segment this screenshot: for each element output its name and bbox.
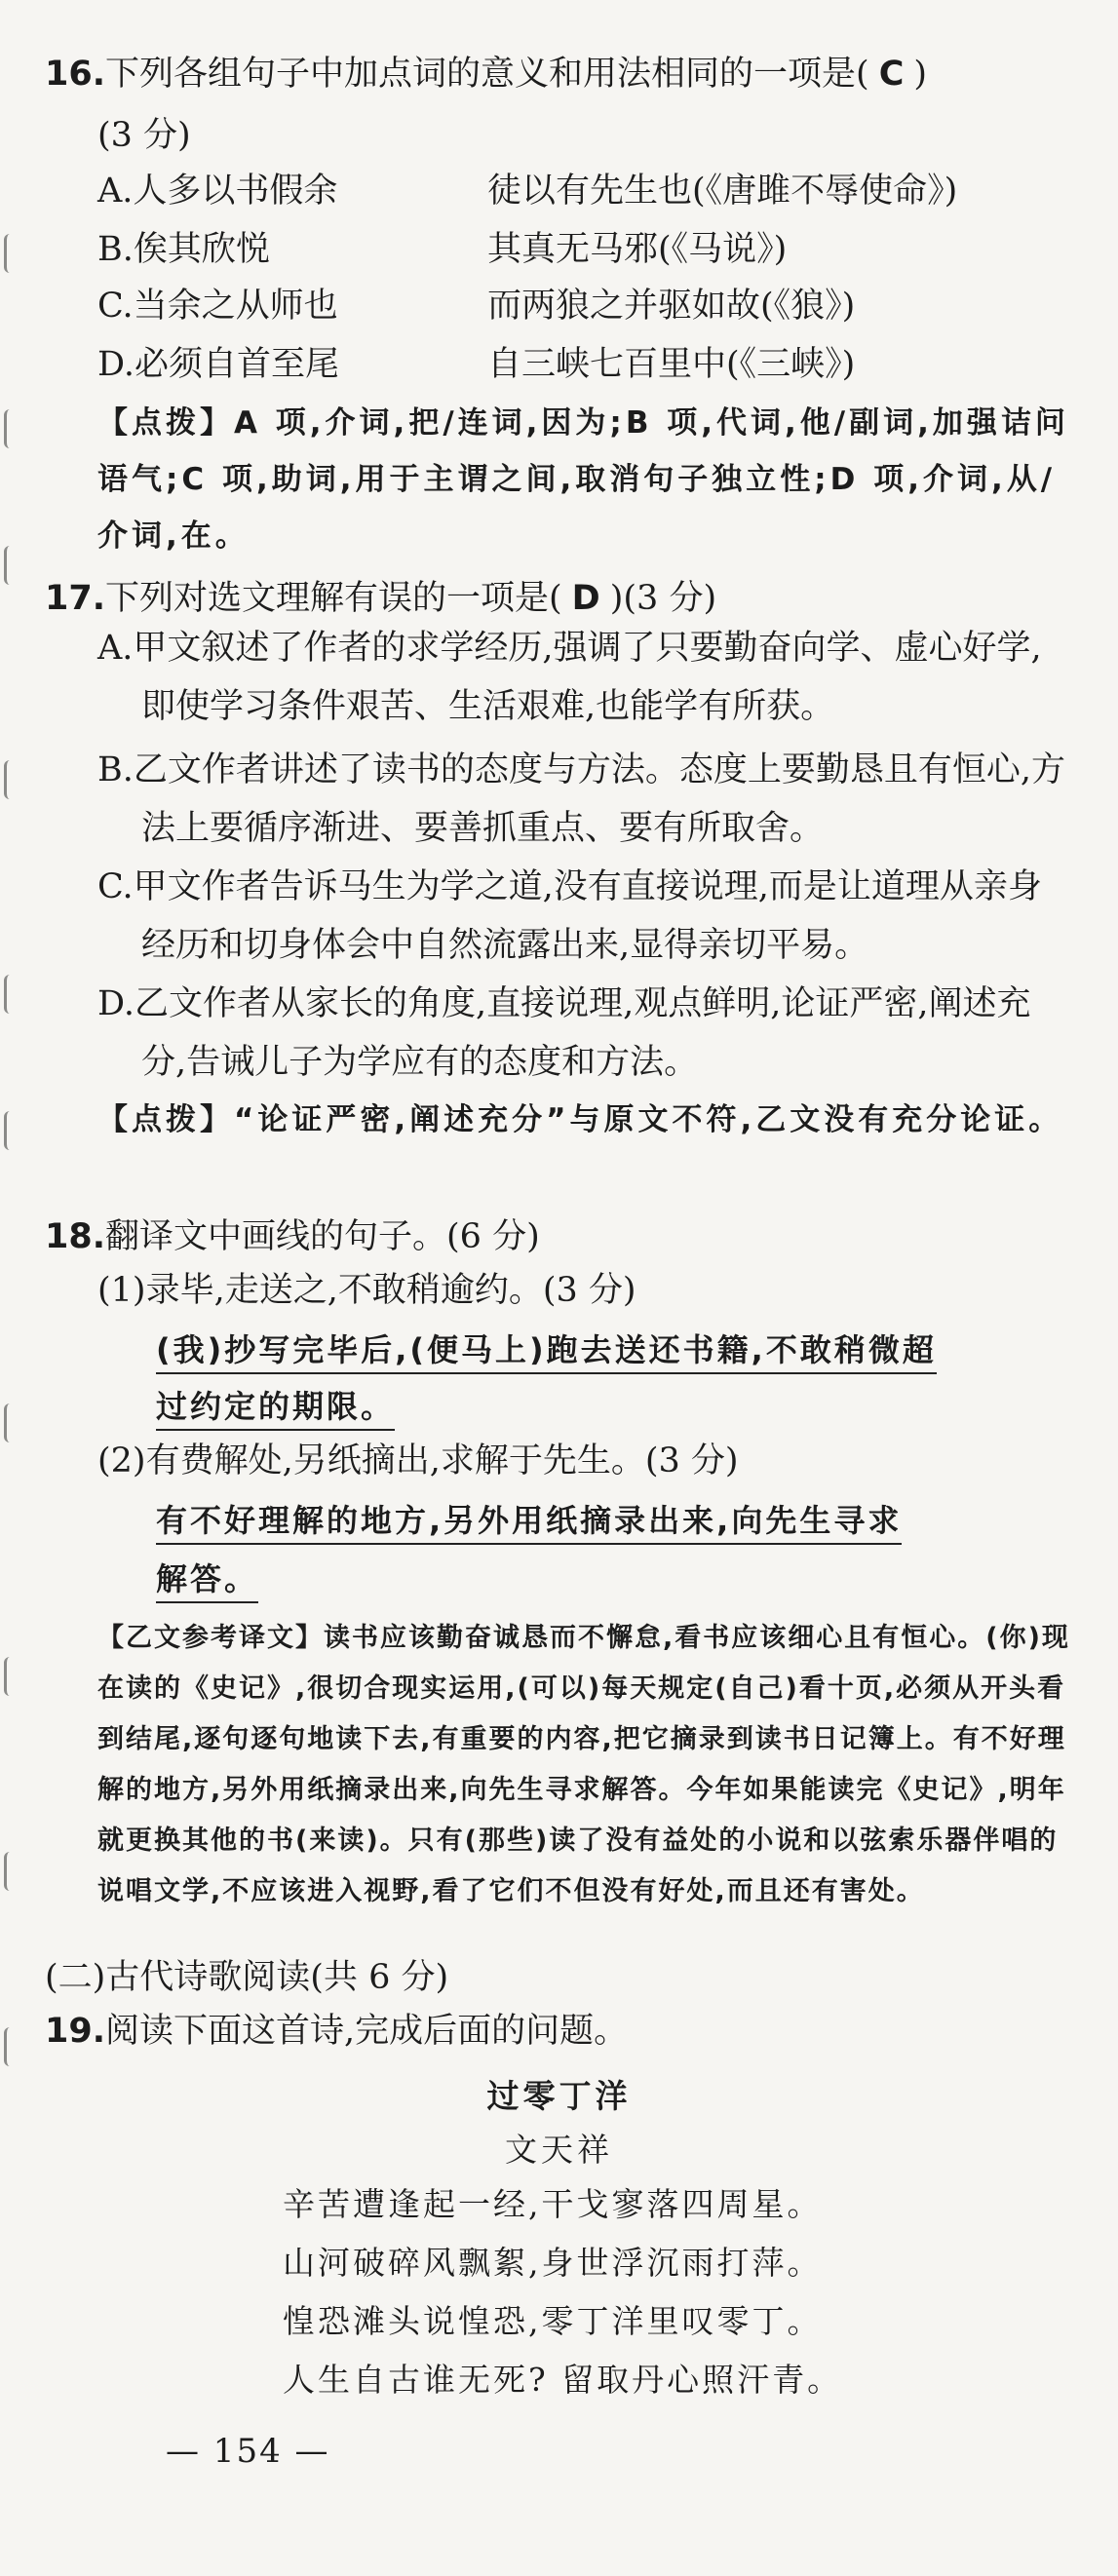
q17-option-d: D.乙文作者从家长的角度,直接说理,观点鲜明,论证严密,阐述充分,告诫儿子为学应有的态度和方法。: [97, 984, 1031, 1082]
q16-option-c-right: 而两狼之并驱如故(《狼》): [487, 287, 856, 326]
q18-stem: 18.翻译文中画线的句子。(6 分): [45, 1217, 540, 1256]
q18-item2-prompt: (2)有费解处,另纸摘出,求解于先生。(3 分): [97, 1442, 739, 1480]
poem-author: 文天祥: [505, 2131, 613, 2169]
poem-title: 过零丁洋: [486, 2077, 632, 2115]
q16-option-a-left: A.人多以书假余: [97, 172, 338, 211]
q16-score: (3 分): [97, 116, 191, 155]
q16-stem: 16.下列各组句子中加点词的意义和用法相同的一项是( C ): [45, 55, 928, 94]
poem-line: 辛苦遭逢起一经,干戈寥落四周星。: [283, 2185, 823, 2223]
reference-translation: 【乙文参考译文】读书应该勤奋诚恳而不懈怠,看书应该细心且有恒心。(你)现在读的《史记》,很切合现实运用,(可以)每天规定(自己)看十页,必须从开头看到结尾,逐句逐句地读下去,有重要的内容,把它摘录到读书日记簿上。有不好理解的地方,另外用纸摘录出来,向先生寻求解答。今年如果能读完《史记》,明年就更换其他的书(来读)。只有(那些)读了没有益处的小说和以弦索乐器伴唱的说唱文学,不应该进入视野,看了它们不但没有好处,而且还有害处。: [97, 1623, 1070, 1906]
q18-item1-prompt: (1)录毕,走送之,不敢稍逾约。(3 分): [97, 1271, 636, 1310]
q16-note: 【点拨】A 项,介词,把/连词,因为;B 项,代词,他/副词,加强诘问语气;C 项,助词,用于主谓之间,取消句子独立性;D 项,介词,从/介词,在。: [97, 405, 1069, 554]
q17-option-a: A.甲文叙述了作者的求学经历,强调了只要勤奋向学、虚心好学,即使学习条件艰苦、生活艰难,也能学有所获。: [97, 629, 1042, 726]
q18-item1-answer-line1: (我)抄写完毕后,(便马上)跑去送还书籍,不敢稍微超: [156, 1321, 1058, 1379]
q18-item2-answer-line2: 解答。: [156, 1550, 1058, 1608]
q16-option-a-right: 徒以有先生也(《唐雎不辱使命》): [487, 172, 958, 211]
q16-option-b-left: B.俟其欣悦: [97, 230, 270, 269]
q17-option-b: B.乙文作者讲述了读书的态度与方法。态度上要勤恳且有恒心,方法上要循序渐进、要善抓重点、要有所取舍。: [97, 750, 1065, 848]
q18-item1-answer-line2: 过约定的期限。: [156, 1377, 1058, 1436]
q16-option-c-left: C.当余之从师也: [97, 287, 338, 326]
page-number: — 154 —: [166, 2432, 330, 2471]
binding-edge-marks: [0, 0, 33, 2193]
q17-answer: D: [571, 579, 600, 618]
q17-note: 【点拨】“论证严密,阐述充分”与原文不符,乙文没有充分论证。: [97, 1102, 1063, 1137]
q16-answer: C: [878, 55, 905, 94]
q16-option-d-left: D.必须自首至尾: [97, 345, 339, 384]
poem-line: 山河破碎风飘絮,身世浮沉雨打萍。: [283, 2244, 823, 2282]
q16-option-b-right: 其真无马邪(《马说》): [487, 230, 788, 269]
q16-option-d-right: 自三峡七百里中(《三峡》): [487, 345, 856, 384]
q18-item2-answer-line1: 有不好理解的地方,另外用纸摘录出来,向先生寻求: [156, 1491, 1058, 1550]
section-heading: (二)古代诗歌阅读(共 6 分): [45, 1958, 449, 1997]
q19-stem: 19.阅读下面这首诗,完成后面的问题。: [45, 2012, 629, 2051]
q17-stem: 17.下列对选文理解有误的一项是( D )(3 分): [45, 579, 717, 618]
poem-line: 惶恐滩头说惶恐,零丁洋里叹零丁。: [283, 2302, 823, 2340]
q17-option-c: C.甲文作者告诉马生为学之道,没有直接说理,而是让道理从亲身经历和切身体会中自然流露出来,显得亲切平易。: [97, 867, 1042, 965]
poem-line: 人生自古谁无死? 留取丹心照汗青。: [283, 2361, 843, 2399]
